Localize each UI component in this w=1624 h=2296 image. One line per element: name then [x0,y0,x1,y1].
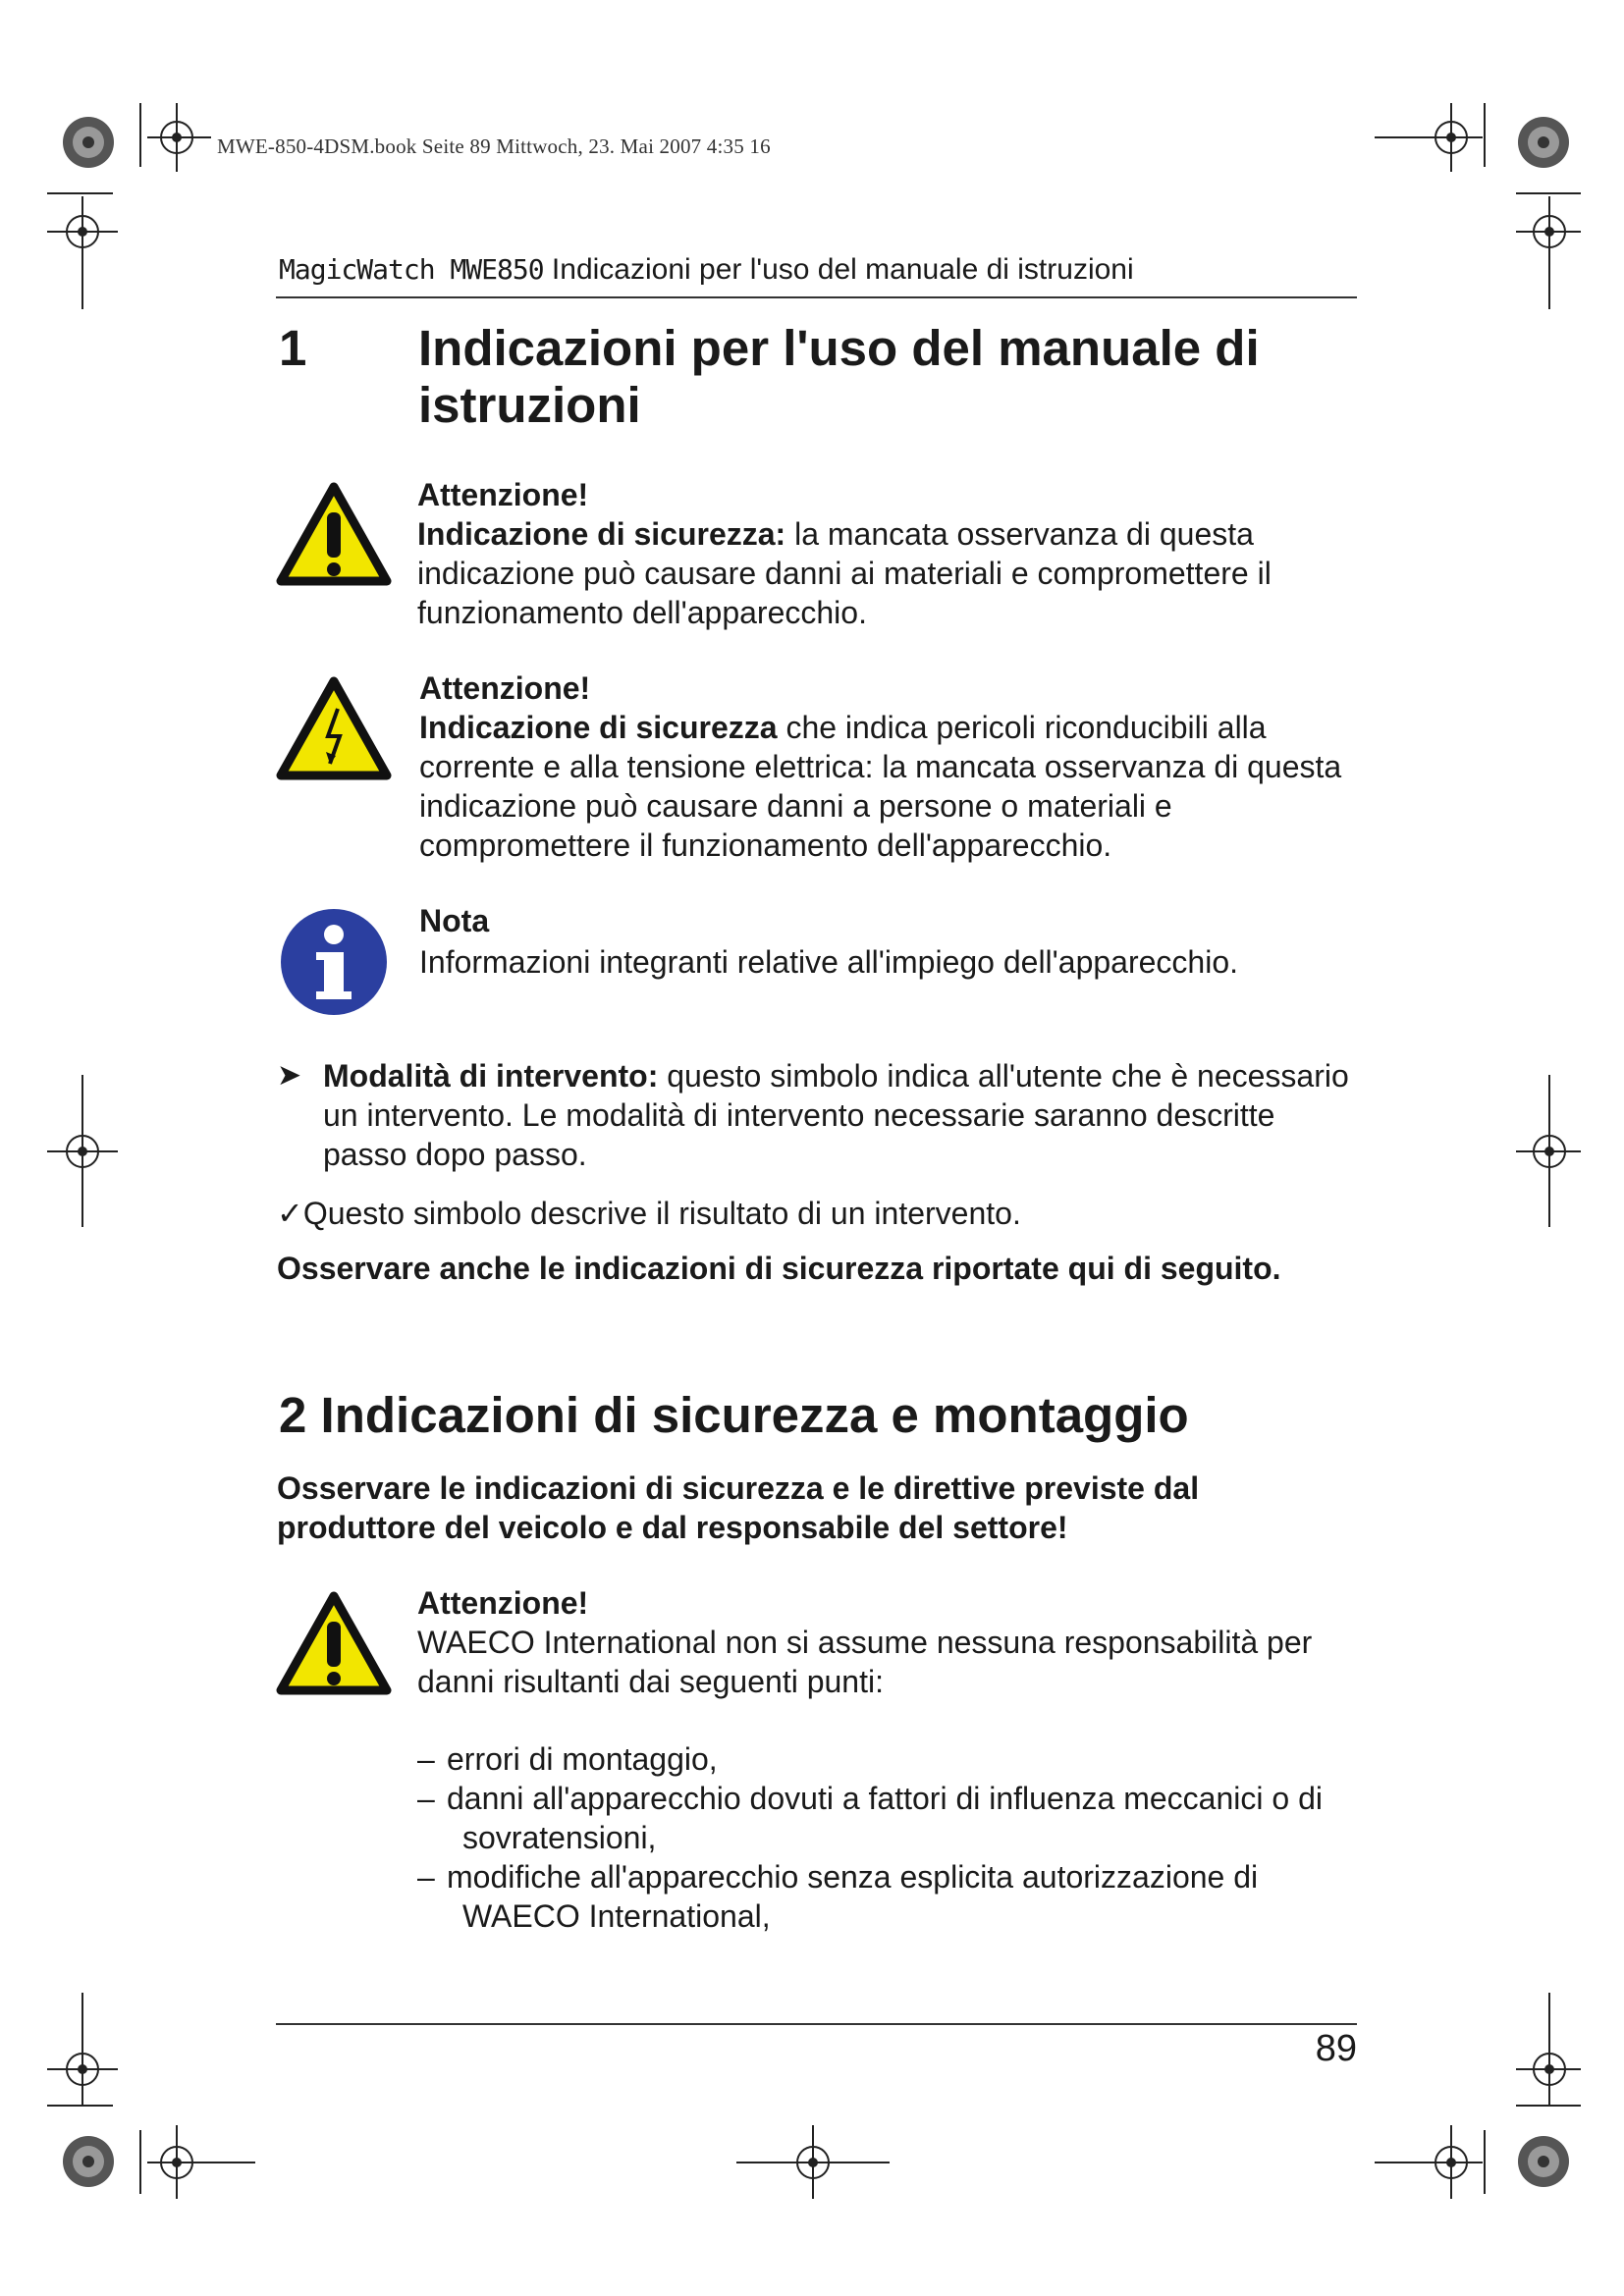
list-item [417,1857,1360,1936]
page-number: 89 [1315,2028,1357,2069]
result-text: Questo simbolo descrive il risultato di un intervento. [302,1196,1021,1231]
notice-warning [417,475,1350,632]
notice-lead: Indicazione di sicurezza [419,710,778,745]
list-item [417,1779,1360,1857]
notice-title: Attenzione! [417,1585,589,1621]
header-rule [276,296,1357,298]
notice-title: Attenzione! [417,477,589,512]
section-2-intro: Osservare le indicazioni di sicurezza e le direttive previste dal produttore del veicolo e dal responsabile del settore! [277,1470,1200,1545]
list-dash: – [417,1781,435,1816]
procedure-note [323,1056,1354,1174]
result-note [277,1194,1357,1233]
list-item-text: modifiche all'apparecchio senza esplicita autorizzazione di [447,1859,1259,1895]
notice-title: Attenzione! [419,670,591,706]
running-header-title: Indicazioni per l'uso del manuale di istruzioni [551,253,1134,286]
list-item-text: danni all'apparecchio dovuti a fattori di influenza meccanici o di [447,1781,1323,1816]
notice-body [419,708,1352,865]
section-number: 1 [279,320,307,376]
section-1-title [279,320,1369,434]
notice-body: Informazioni integranti relative all'impiego dell'apparecchio. [419,944,1238,980]
notice-electric [419,668,1352,865]
notice-body: WAECO International non si assume nessuna responsabilità per danni risultanti dai seguenti punti: [417,1625,1313,1699]
notice-warning-2 [417,1583,1350,1701]
warning-exclamation-icon [275,1590,393,1698]
list-item-text: errori di montaggio, [447,1741,718,1777]
section-number: 2 [279,1387,307,1443]
section-1-title-line1: Indicazioni per l'uso del manuale di [418,320,1260,376]
procedure-lead: Modalità di intervento: [323,1058,659,1094]
result-symbol: ✓ [277,1196,303,1231]
notice-title: Nota [419,903,490,938]
procedure-symbol: ➤ [277,1059,302,1092]
observe-note: Osservare anche le indicazioni di sicurezza riportate qui di seguito. [277,1251,1281,1286]
brand-name: MagicWatch MWE850 [279,253,544,286]
electric-hazard-icon [275,675,393,783]
list-dash: – [417,1741,435,1777]
list-item [417,1739,1360,1779]
list-dash: – [417,1859,435,1895]
notice-body [417,514,1350,632]
list-item-continuation: sovratensioni, [462,1820,657,1855]
notice-info [419,901,1352,982]
info-icon [275,907,393,1017]
notice-text: la mancata osservanza di questa indicazione può causare danni ai materiali e compromettere il funzionamento dell'apparecchio. [417,516,1272,630]
print-info: MWE-850-4DSM.book Seite 89 Mittwoch, 23. Mai 2007 4:35 16 [217,134,771,158]
notice-text: che indica pericoli riconducibili alla corrente e alla tensione elettrica: la mancata osservanza di questa indicazione può causare danni a persone o materiali e compromettere il funzionamento dell'apparecchio. [419,710,1342,863]
section-2-title [279,1387,1369,1444]
footer-rule [276,2023,1357,2025]
section-1-title-line2: istruzioni [418,377,641,433]
running-header [279,253,1357,287]
section-2-title-text: Indicazioni di sicurezza e montaggio [320,1387,1189,1443]
liability-list [417,1739,1360,1936]
warning-exclamation-icon [275,481,393,589]
procedure-text: questo simbolo indica all'utente che è necessario un intervento. Le modalità di intervento necessarie saranno descritte passo dopo passo. [323,1058,1349,1172]
notice-lead: Indicazione di sicurezza: [417,516,786,552]
list-item-continuation: WAECO International, [462,1898,771,1934]
